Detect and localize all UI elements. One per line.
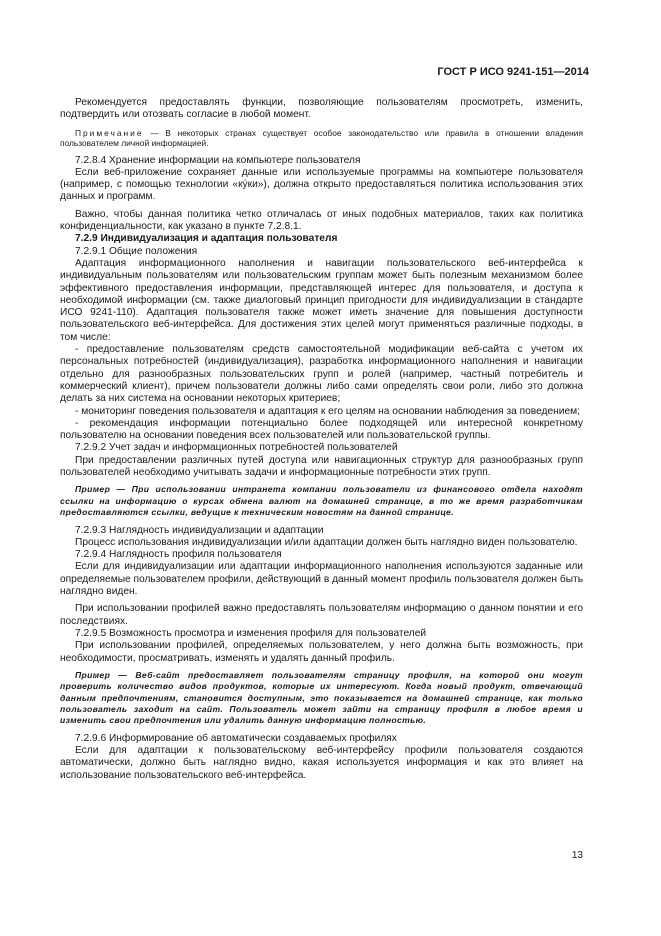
note-text: — В некоторых странах существует особое законодательство или правила в отношении владения пользователем личной информацией. <box>60 127 583 149</box>
note <box>60 128 583 149</box>
paragraph: Важно, чтобы данная политика четко отличалась от иных подобных материалов, таких как политика конфиденциальности, как указано в пункте 7.2.8.1. <box>60 208 583 233</box>
list-item: - предоставление пользователям средств самостоятельной модификации веб-сайта с учетом их персональных потребностей (индивидуализация), разработка информационного наполнения и навигации отдельно для разнообразных пользовательских групп и ролей (например, частный потребитель и коммерческий клиент), причем пользователи должны либо сами определять свои роли, либо это должна делать за них система на основании некоторых критериев; <box>60 344 583 405</box>
paragraph: Адаптация информационного наполнения и навигации пользовательского веб-интерфейса к индивидуальным пользователям или пользовательским группам может быть полезным механизмом более эффективного предоставления информации, представляющей интерес для пользователя, и доступа к необходимой информации (см. также диалоговый принцип пригодности для индивидуализации в стандарте ИСО 9241-110). Адаптация пользователя также может иметь значение для повышения доступности пользовательского веб-интерфейса. Для достижения этих целей могут применяться различные подходы, в том числе: <box>60 257 583 343</box>
paragraph: При использовании профилей важно предоставлять пользователям информацию о данном понятии и его последствиях. <box>60 603 583 627</box>
paragraph: Если веб-приложение сохраняет данные или используемые программы на компьютере пользователя (например, с помощью технологии «кýки»), должна открыто предоставляться политика использования этих данных и программ. <box>60 166 583 203</box>
list-item: - рекомендация информации потенциально более подходящей или интересной конкретному пользователю на основании поведения всех пользователей или пользовательской группы. <box>60 417 583 442</box>
example: Пример — Веб-сайт предоставляет пользователям страницу профиля, на которой они могут проверить количество видов продуктов, которые их интересуют. Когда новый продукт, отвечающий данным предпочтениям, становится доступным, это показывается на домашней странице, как только пользователь заходит на сайт. Пользователь может зайти на страницу профиля в любое время и изменить свои предпочтения или удалить данную информацию полностью. <box>60 669 583 726</box>
paragraph: Если для индивидуализации или адаптации информационного наполнения используются заданные или определяемые пользователем профили, действующий в данный момент профиль пользователя должен быть наглядно виден. <box>60 561 583 598</box>
subsection-heading-7-2-8-4: 7.2.8.4 Хранение информации на компьютере пользователя <box>75 154 361 166</box>
list-item: - мониторинг поведения пользователя и адаптация к его целям на основании наблюдения за поведением; <box>75 405 580 417</box>
page-number: 13 <box>571 850 583 861</box>
standard-header: ГОСТ Р ИСО 9241-151—2014 <box>437 66 589 78</box>
paragraph: При использовании профилей, определяемых пользователем, у него должна быть возможность, при необходимости, просматривать, изменять и удалять данный профиль. <box>60 640 583 664</box>
paragraph: Рекомендуется предоставлять функции, позволяющие пользователям просмотреть, изменить, подтвердить или отозвать согласие в любой момент. <box>60 97 583 121</box>
subsection-heading-7-2-9-3: 7.2.9.3 Наглядность индивидуализации и адаптации <box>75 524 324 536</box>
subsection-heading-7-2-9-5: 7.2.9.5 Возможность просмотра и изменения профиля для пользователей <box>75 627 427 639</box>
subsection-heading-7-2-9-4: 7.2.9.4 Наглядность профиля пользователя <box>75 549 282 561</box>
subsection-heading-7-2-9-1: 7.2.9.1 Общие положения <box>75 245 198 257</box>
section-heading-7-2-9: 7.2.9 Индивидуализация и адаптация пользователя <box>75 233 338 245</box>
note-label: Примечание <box>75 127 144 138</box>
paragraph: При предоставлении различных путей доступа или навигационных структур для разнообразных групп пользователей необходимо учитывать задачи и информационные потребности этих групп. <box>60 454 583 479</box>
page-content <box>60 97 583 782</box>
paragraph: Процесс использования индивидуализации и/или адаптации должен быть наглядно виден пользователю. <box>75 536 578 548</box>
subsection-heading-7-2-9-2: 7.2.9.2 Учет задач и информационных потребностей пользователей <box>75 442 398 454</box>
subsection-heading-7-2-9-6: 7.2.9.6 Информирование об автоматически создаваемых профилях <box>75 732 397 744</box>
example: Пример — При использовании интранета компании пользователи из финансового отдела находят ссылки на информацию о курсах обмена валют на домашней странице, в то же время разработчикам предоставляются ссылки, ведущие к техническим новостям на данной странице. <box>60 484 583 518</box>
paragraph: Если для адаптации к пользовательскому веб-интерфейсу профили пользователя создаются автоматически, должно быть наглядно видно, какая используется информация и как это влияет на использование пользовательского веб-интерфейса. <box>60 745 583 781</box>
